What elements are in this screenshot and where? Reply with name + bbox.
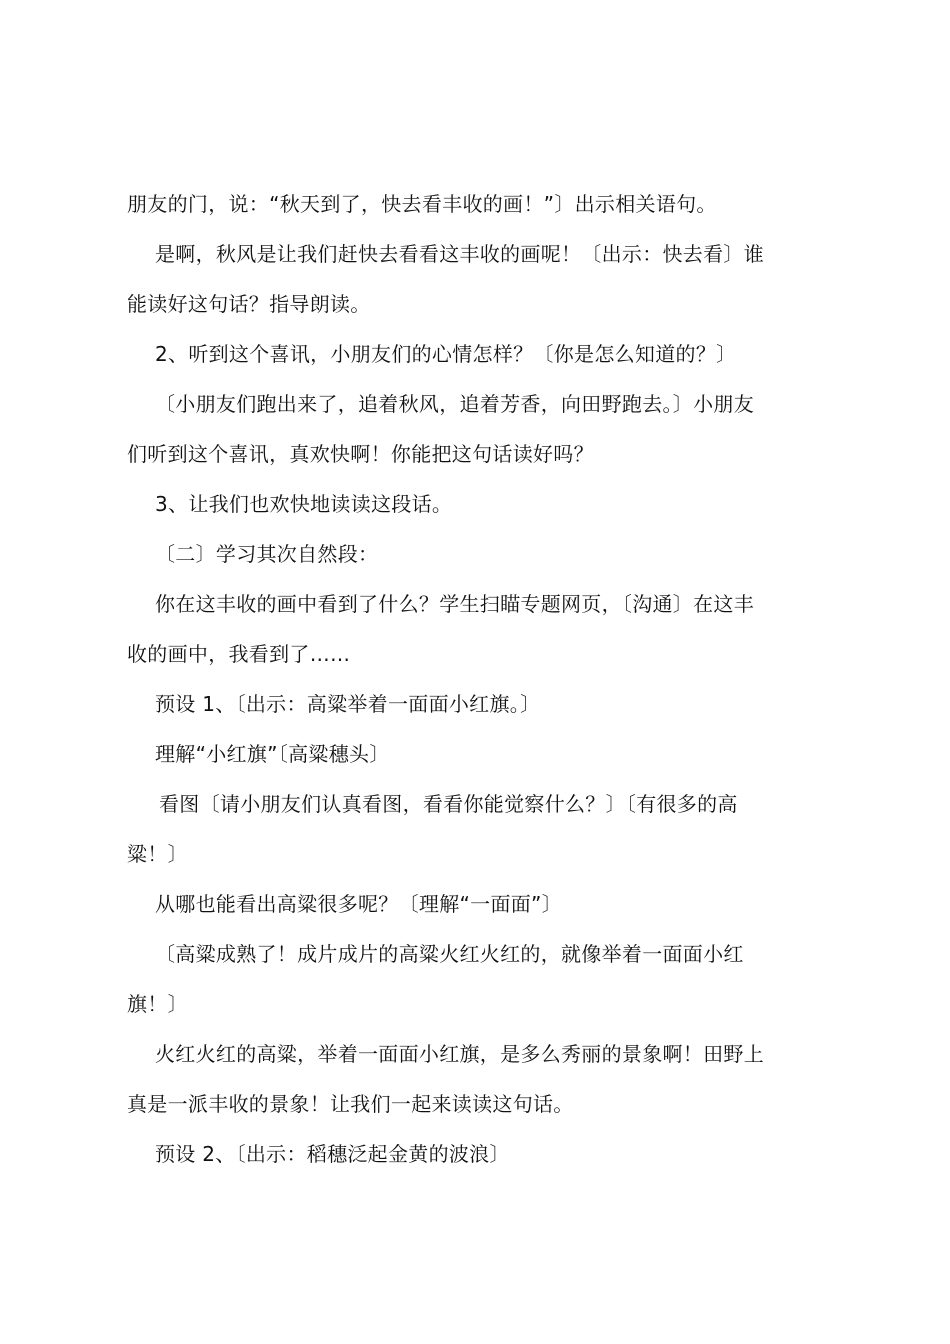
text-line-16: 〔高粱成熟了！成片成片的高粱火红火红的，就像举着一面面小红 bbox=[155, 942, 744, 966]
text-line-20: 预设 2、〔出示：稻穗泛起金黄的波浪〕 bbox=[155, 1142, 510, 1166]
text-line-9: 你在这丰收的画中看到了什么？学生扫瞄专题网页，〔沟通〕在这丰 bbox=[155, 592, 754, 616]
text-line-2: 是啊，秋风是让我们赶快去看看这丰收的画呢！〔出示：快去看〕谁 bbox=[155, 242, 764, 266]
text-line-11: 预设 1、〔出示：高粱举着一面面小红旗。〕 bbox=[155, 692, 541, 716]
section-heading: 〔二〕学习其次自然段： bbox=[155, 542, 379, 566]
text-line-7: 3、让我们也欢快地读读这段话。 bbox=[155, 492, 453, 516]
text-line-1: 朋友的门，说：“秋天到了，快去看丰收的画！”〕出示相关语句。 bbox=[127, 192, 717, 216]
text-line-5: 〔小朋友们跑出来了，追着秋风，追着芳香，向田野跑去。〕小朋友 bbox=[155, 392, 754, 416]
text-line-15: 从哪也能看出高粱很多呢？〔理解“一面面”〕 bbox=[155, 892, 563, 916]
text-line-13: 看图〔请小朋友们认真看图，看看你能觉察什么？〕〔有很多的高 bbox=[159, 792, 738, 816]
text-line-3: 能读好这句话？指导朗读。 bbox=[127, 292, 371, 316]
text-line-10: 收的画中，我看到了…… bbox=[127, 642, 351, 666]
text-line-18: 火红火红的高粱，举着一面面小红旗，是多么秀丽的景象啊！田野上 bbox=[155, 1042, 764, 1066]
text-line-12: 理解“小红旗”〔高粱穗头〕 bbox=[155, 742, 390, 766]
text-line-17: 旗！〕 bbox=[127, 992, 188, 1016]
text-line-4: 2、听到这个喜讯，小朋友们的心情怎样？〔你是怎么知道的？〕 bbox=[155, 342, 737, 366]
text-line-6: 们听到这个喜讯，真欢快啊！你能把这句话读好吗？ bbox=[127, 442, 594, 466]
text-line-14: 粱！〕 bbox=[127, 842, 188, 866]
text-line-19: 真是一派丰收的景象！让我们一起来读读这句话。 bbox=[127, 1092, 574, 1116]
